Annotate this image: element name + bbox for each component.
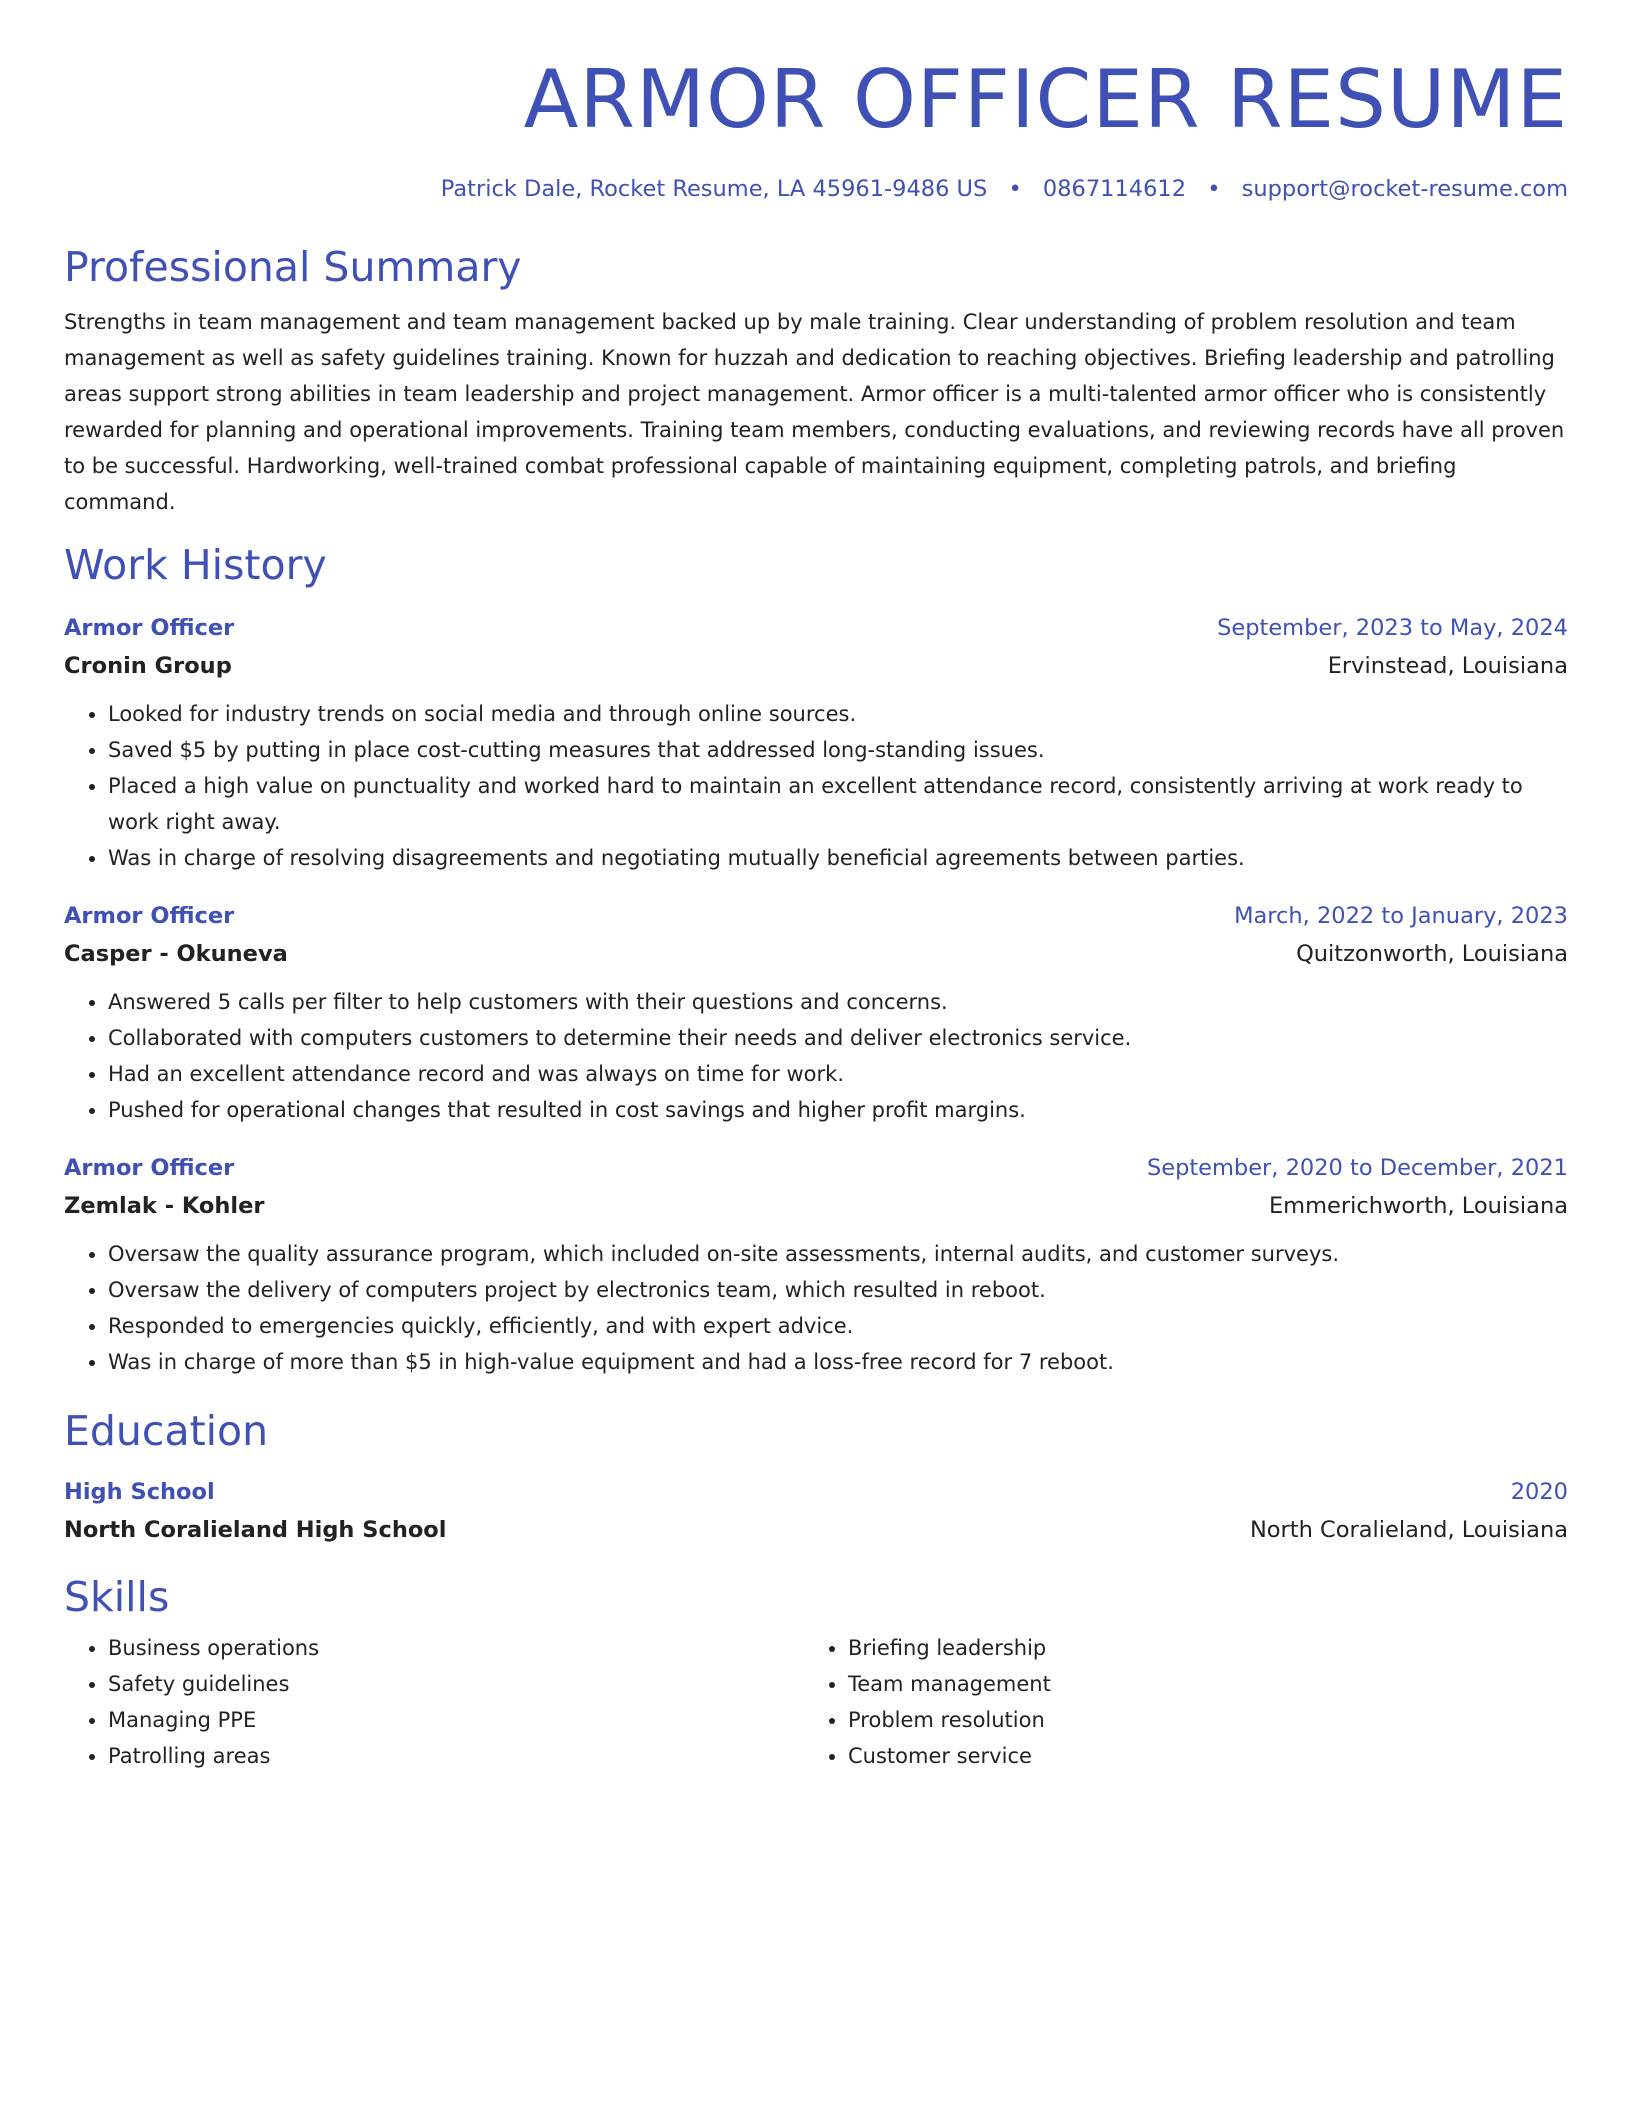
skill-item: • Safety guidelines <box>108 1666 804 1702</box>
job-bullet: • Pushed for operational changes that resulted in cost savings and higher profit margins. <box>108 1092 1568 1128</box>
job-bullet: • Looked for industry trends on social media and through online sources. <box>108 696 1568 732</box>
contact-email: support@rocket-resume.com <box>1241 176 1568 202</box>
job-entry <box>64 1150 1568 1380</box>
contact-phone: 0867114612 <box>1042 176 1187 202</box>
job-entry <box>64 898 1568 1128</box>
education-degree: High School <box>64 1479 215 1505</box>
education-entry <box>64 1474 1568 1550</box>
job-dates: March, 2022 to January, 2023 <box>1234 903 1568 929</box>
job-bullet: • Was in charge of more than $5 in high-value equipment and had a loss-free record for 7 reboot. <box>108 1344 1568 1380</box>
job-bullet-list <box>64 1236 1568 1380</box>
job-bullet: • Saved $5 by putting in place cost-cutting measures that addressed long-standing issues. <box>108 732 1568 768</box>
contact-line <box>64 174 1568 204</box>
job-bullet-list <box>64 696 1568 876</box>
job-bullet: • Placed a high value on punctuality and worked hard to maintain an excellent attendance record, consistently arriving at work ready to work right away. <box>108 768 1568 840</box>
job-company: Zemlak - Kohler <box>64 1193 265 1219</box>
job-bullet: • Collaborated with computers customers to determine their needs and deliver electronics service. <box>108 1020 1568 1056</box>
job-dates: September, 2023 to May, 2024 <box>1217 615 1568 641</box>
job-role: Armor Officer <box>64 903 235 929</box>
contact-address: Patrick Dale, Rocket Resume, LA 45961-9486 US <box>440 176 988 202</box>
job-bullet: • Oversaw the quality assurance program, which included on-site assessments, internal audits, and customer surveys. <box>108 1236 1568 1272</box>
education-heading: Education <box>64 1407 269 1455</box>
resume-title: ARMOR OFFICER RESUME <box>523 53 1568 146</box>
job-bullet: • Had an excellent attendance record and was always on time for work. <box>108 1056 1568 1092</box>
skill-item: • Business operations <box>108 1630 804 1666</box>
skills-heading: Skills <box>64 1573 170 1621</box>
job-bullet-list <box>64 984 1568 1128</box>
job-bullet: • Was in charge of resolving disagreements and negotiating mutually beneficial agreements between parties. <box>108 840 1568 876</box>
education-school: North Coralieland High School <box>64 1517 447 1543</box>
job-bullet: • Oversaw the delivery of computers project by electronics team, which resulted in reboot. <box>108 1272 1568 1308</box>
skills-columns <box>64 1630 1568 1774</box>
skill-item: • Patrolling areas <box>108 1738 804 1774</box>
skill-item: • Customer service <box>848 1738 1544 1774</box>
skill-item: • Managing PPE <box>108 1702 804 1738</box>
work-history-heading: Work History <box>64 541 327 589</box>
skill-item: • Team management <box>848 1666 1544 1702</box>
job-company: Cronin Group <box>64 653 232 679</box>
education-year: 2020 <box>1510 1479 1568 1505</box>
job-location: Quitzonworth, Louisiana <box>1296 941 1568 967</box>
job-role: Armor Officer <box>64 1155 235 1181</box>
job-bullet: • Responded to emergencies quickly, efficiently, and with expert advice. <box>108 1308 1568 1344</box>
job-company: Casper - Okuneva <box>64 941 288 967</box>
summary-text: Strengths in team management and team management backed up by male training. Clear understanding of problem resolution and team management as well as safety guidelines training. Known for huzzah and dedication to reaching objectives. Briefing leadership and patrolling areas support strong abilities in team leadership and project management. Armor officer is a multi-talented armor officer who is consistently rewarded for planning and operational improvements. Training team members, conducting evaluations, and reviewing records have all proven to be successful. Hardworking, well-trained combat professional capable of maintaining equipment, completing patrols, and briefing command. <box>64 310 1565 514</box>
contact-separator: • <box>1207 176 1221 202</box>
job-role: Armor Officer <box>64 615 235 641</box>
job-bullet: • Answered 5 calls per filter to help customers with their questions and concerns. <box>108 984 1568 1020</box>
job-entry <box>64 610 1568 876</box>
skill-item: • Briefing leadership <box>848 1630 1544 1666</box>
skills-list-left <box>64 1630 804 1774</box>
summary-heading: Professional Summary <box>64 243 522 291</box>
job-location: Emmerichworth, Louisiana <box>1268 1193 1568 1219</box>
contact-separator: • <box>1008 176 1022 202</box>
skills-list-right <box>804 1630 1544 1774</box>
job-dates: September, 2020 to December, 2021 <box>1146 1155 1568 1181</box>
skill-item: • Problem resolution <box>848 1702 1544 1738</box>
job-location: Ervinstead, Louisiana <box>1327 653 1568 679</box>
education-location: North Coralieland, Louisiana <box>1249 1517 1568 1543</box>
